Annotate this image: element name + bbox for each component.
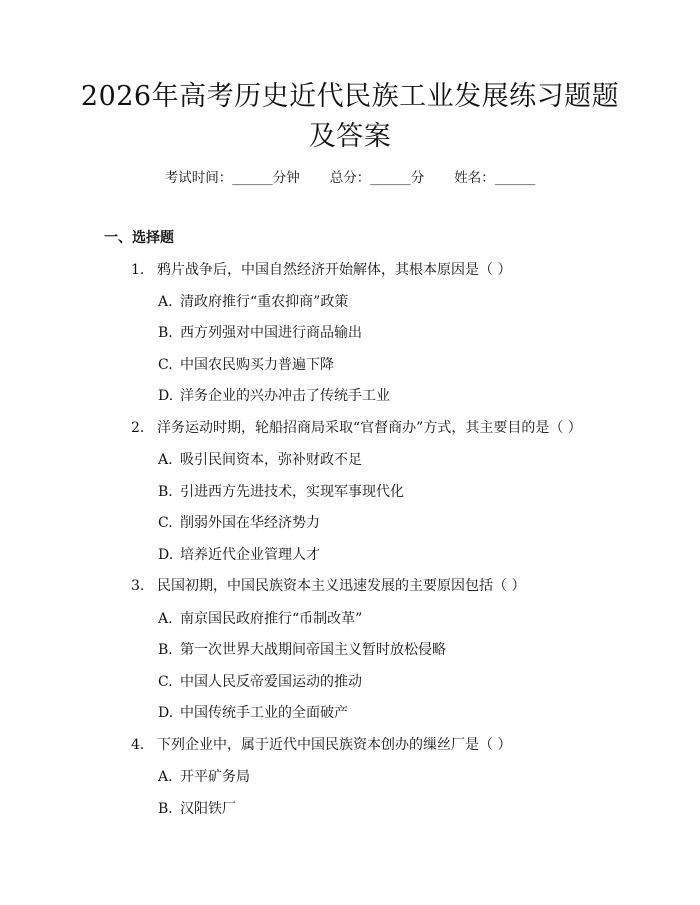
option-text: 南京国民政府推行“币制改革” [180, 611, 363, 627]
option-letter: C. [158, 357, 173, 373]
score-label: 总分： [329, 170, 371, 186]
option-letter: D. [158, 388, 174, 404]
option-text: 洋务企业的兴办冲击了传统手工业 [180, 388, 390, 404]
option-letter: D. [158, 547, 174, 563]
question-text: 下列企业中，属于近代中国民族资本创办的缫丝厂是（ ） [157, 737, 512, 753]
section-heading: 一、选择题 [104, 230, 174, 246]
page-title: 2026年高考历史近代民族工业发展练习题题 [80, 81, 620, 112]
option-letter: C. [158, 515, 173, 531]
option-letter: A. [158, 611, 173, 627]
option-text: 西方列强对中国进行商品输出 [180, 325, 362, 341]
option-letter: A. [158, 452, 173, 468]
option-text: 削弱外国在华经济势力 [180, 515, 320, 531]
option-text: 中国农民购买力普遍下降 [180, 357, 334, 373]
question-number: 4. [131, 737, 145, 753]
question-number: 3. [131, 578, 145, 594]
option-text: 吸引民间资本，弥补财政不足 [180, 452, 362, 468]
question-number: 2. [131, 420, 145, 436]
time-blank: ______ [232, 170, 273, 186]
option-text: 汉阳铁厂 [180, 801, 236, 817]
score-unit: 分 [410, 170, 425, 186]
exam-info [0, 168, 700, 188]
option-text: 清政府推行“重农抑商”政策 [180, 294, 349, 310]
option-letter: A. [158, 769, 173, 785]
time-label: 考试时间： [164, 170, 233, 186]
name-label: 姓名： [454, 170, 495, 186]
option-letter: B. [158, 642, 173, 658]
option-text: 开平矿务局 [180, 769, 250, 785]
score-blank: ______ [370, 170, 411, 186]
question-text: 鸦片战争后，中国自然经济开始解体，其根本原因是（ ） [157, 262, 512, 278]
option-text: 引进西方先进技术，实现军事现代化 [180, 484, 404, 500]
page-title-continued: 及答案 [308, 121, 392, 152]
name-blank: ______ [494, 170, 536, 186]
question-text: 民国初期，中国民族资本主义迅速发展的主要原因包括（ ） [157, 578, 526, 594]
option-letter: A. [158, 294, 173, 310]
option-letter: C. [158, 674, 173, 690]
option-letter: B. [158, 801, 173, 817]
question-number: 1. [131, 262, 145, 278]
option-letter: B. [158, 484, 173, 500]
option-text: 第一次世界大战期间帝国主义暂时放松侵略 [180, 642, 446, 658]
option-text: 中国人民反帝爱国运动的推动 [180, 674, 362, 690]
option-letter: B. [158, 325, 173, 341]
time-unit: 分钟 [272, 170, 300, 186]
option-text: 中国传统手工业的全面破产 [180, 705, 348, 721]
option-text: 培养近代企业管理人才 [180, 547, 320, 563]
option-letter: D. [158, 705, 174, 721]
question-text: 洋务运动时期，轮船招商局采取“官督商办”方式，其主要目的是（ ） [157, 420, 582, 436]
